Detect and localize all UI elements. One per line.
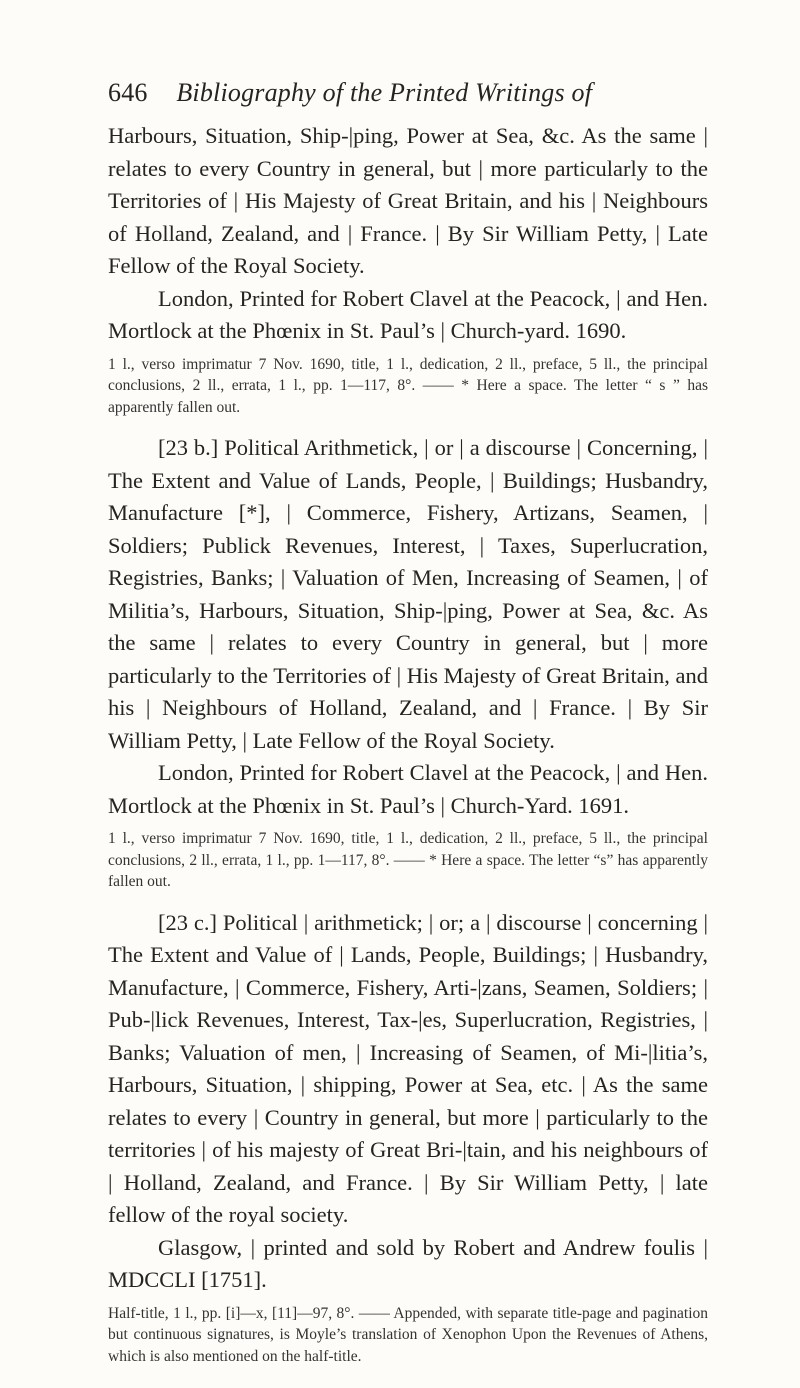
entry-23b: [108, 432, 708, 893]
entry-title: Harbours, Situation, Ship-|ping, Power at Sea, &c. As the same | relates to every Country in general, but | more particularly to the Territories of | His Majesty of Great Britain, and his | Neighbours of Holland, Zealand, and | France. | By Sir William Petty, | Late Fellow of the Royal Society.: [108, 123, 708, 278]
entry-title: [23 c.] Political | arithmetick; | or; a | discourse | concerning | The Extent and Value of | Lands, People, Buildings; | Husbandry, Manufacture, | Commerce, Fishery, Arti-|zans, Seamen, Soldiers; | Pub-|lick Revenues, Interest, Tax-|es, Superlucration, Registries, | Banks; Valuation of men, | Increasing of Seamen, of Mi-|litia’s, Harbours, Situation, | shipping, Power at Sea, etc. | As the same relates to every | Country in general, but more | particularly to the territories | of his majesty of Great Bri-|tain, and his neighbours of | Holland, Zealand, and France. | By Sir William Petty, | late fellow of the royal society.: [108, 909, 708, 1227]
entry-imprint: London, Printed for Robert Clavel at the Peacock, | and Hen. Mortlock at the Phœnix in St. Paul’s | Church-Yard. 1691.: [108, 760, 708, 818]
entry-imprint: London, Printed for Robert Clavel at the Peacock, | and Hen. Mortlock at the Phœnix in St. Paul’s | Church-yard. 1690.: [108, 285, 708, 343]
entry-23a-continuation: [108, 120, 708, 418]
entry-imprint: Glasgow, | printed and sold by Robert and Andrew foulis | MDCCLI [1751].: [108, 1234, 708, 1292]
page-number: 646: [108, 78, 148, 107]
entry-collation: 1 l., verso imprimatur 7 Nov. 1690, title, 1 l., dedication, 2 ll., preface, 5 ll., the principal conclusions, 2 ll., errata, 1 l., pp. 1—117, 8°. —— * Here a space. The letter “s” has apparently fallen out.: [108, 830, 708, 890]
running-title: Bibliography of the Printed Writings of: [176, 78, 593, 107]
entry-title: [23 b.] Political Arithmetick, | or | a discourse | Concerning, | The Extent and Value of Lands, People, | Buildings; Husbandry, Manufacture [*], | Commerce, Fishery, Artizans, Seamen, | Soldiers; Publick Revenues, Interest, | Taxes, Superlucration, Registries, Banks; | Valuation of Men, Increasing of Seamen, | of Militia’s, Harbours, Situation, Ship-|ping, Power at Sea, &c. As the same | relates to every Country in general, but | more particularly to the Territories of | His Majesty of Great Britain, and his | Neighbours of Holland, Zealand, and | France. | By Sir William Petty, | Late Fellow of the Royal Society.: [108, 435, 708, 753]
running-header: [108, 78, 592, 108]
entry-collation: 1 l., verso imprimatur 7 Nov. 1690, title, 1 l., dedication, 2 ll., preface, 5 ll., the principal conclusions, 2 ll., errata, 1 l., pp. 1—117, 8°. —— * Here a space. The letter “ s ” has apparently fallen out.: [108, 355, 708, 416]
entry-collation: Half-title, 1 l., pp. [i]—x, [11]—97, 8°. —— Appended, with separate title-page and pagination but continuous signatures, is Moyle’s translation of Xenophon Upon the Revenues of Athens, which is also mentioned on the half-title.: [108, 1304, 708, 1365]
page-body: [108, 120, 708, 1367]
entry-23c: [108, 907, 708, 1368]
